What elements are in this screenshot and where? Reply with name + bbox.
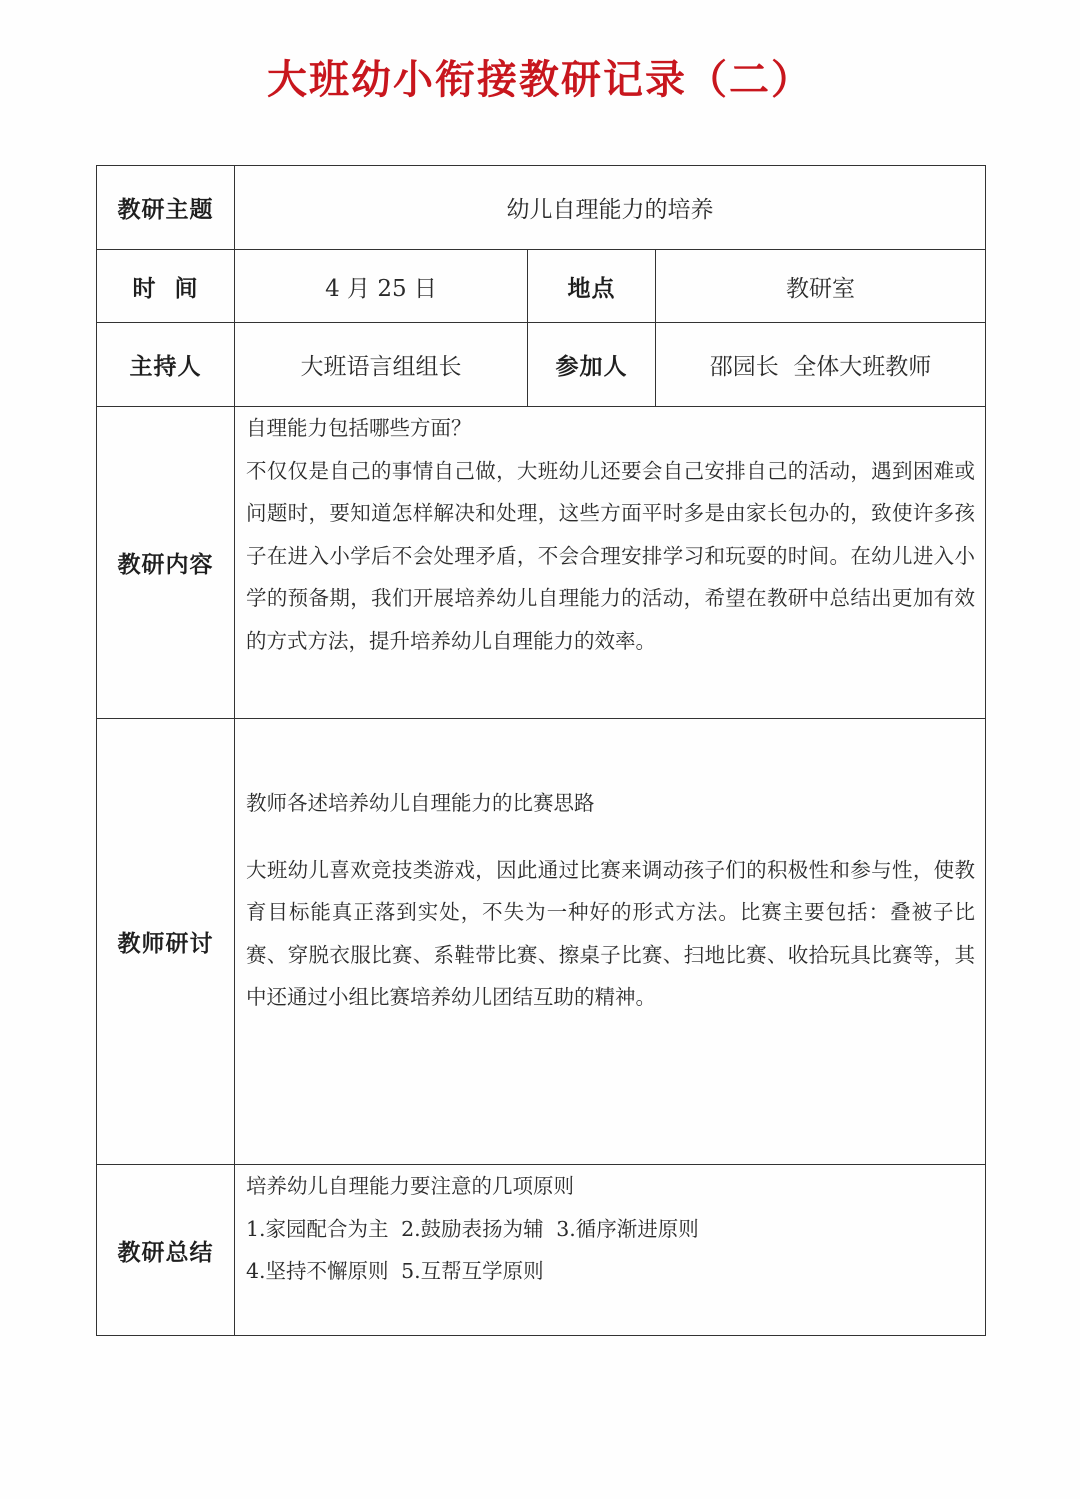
summary-principles-line-1 xyxy=(246,1208,975,1251)
content-label: 教研内容 xyxy=(97,407,235,719)
summary-text xyxy=(235,1165,986,1336)
content-question: 自理能力包括哪些方面？ xyxy=(246,416,472,440)
participants-label: 参加人 xyxy=(528,323,656,407)
participants-value: 邵园长 全体大班教师 xyxy=(656,323,986,407)
principle-item: 4.坚持不懈原则 xyxy=(246,1259,389,1284)
principle-item: 1.家园配合为主 xyxy=(246,1216,389,1241)
row-topic xyxy=(97,166,986,250)
time-value: 4 月 25 日 xyxy=(235,250,528,323)
location-value: 教研室 xyxy=(656,250,986,323)
host-label: 主持人 xyxy=(97,323,235,407)
row-discussion xyxy=(97,719,986,1165)
summary-heading: 培养幼儿自理能力要注意的几项原则 xyxy=(246,1174,574,1198)
principle-item: 3.循序渐进原则 xyxy=(556,1216,699,1241)
topic-value: 幼儿自理能力的培养 xyxy=(235,166,986,250)
discussion-label: 教师研讨 xyxy=(97,719,235,1165)
host-value: 大班语言组组长 xyxy=(235,323,528,407)
discussion-heading: 教师各述培养幼儿自理能力的比赛思路 xyxy=(246,791,595,815)
location-label: 地点 xyxy=(528,250,656,323)
content-body: 不仅仅是自己的事情自己做，大班幼儿还要会自己安排自己的活动，遇到困难或问题时，要知道怎样解决和处理，这些方面平时多是由家长包办的，致使许多孩子在进入小学后不会处理矛盾，不会合理安排学习和玩耍的时间。在幼儿进入小学的预备期，我们开展培养幼儿自理能力的活动，希望在教研中总结出更加有效的方式方法，提升培养幼儿自理能力的效率。 xyxy=(246,458,976,653)
row-summary xyxy=(97,1165,986,1336)
row-time-location xyxy=(97,250,986,323)
summary-label: 教研总结 xyxy=(97,1165,235,1336)
row-content xyxy=(97,407,986,719)
content-text xyxy=(235,407,986,719)
topic-label: 教研主题 xyxy=(97,166,235,250)
time-label: 时 间 xyxy=(97,250,235,323)
principle-item: 5.互帮互学原则 xyxy=(401,1259,544,1284)
research-record-table xyxy=(96,165,986,1336)
page-title: 大班幼小衔接教研记录（二） xyxy=(267,56,813,103)
row-host-participants xyxy=(97,323,986,407)
summary-principles-line-2 xyxy=(246,1250,975,1293)
principle-item: 2.鼓励表扬为辅 xyxy=(401,1216,544,1241)
discussion-text xyxy=(235,719,986,1165)
discussion-body: 大班幼儿喜欢竞技类游戏，因此通过比赛来调动孩子们的积极性和参与性，使教育目标能真正落到实处，不失为一种好的形式方法。比赛主要包括：叠被子比赛、穿脱衣服比赛、系鞋带比赛、擦桌子比赛、扫地比赛、收拾玩具比赛等，其中还通过小组比赛培养幼儿团结互助的精神。 xyxy=(246,857,976,1010)
